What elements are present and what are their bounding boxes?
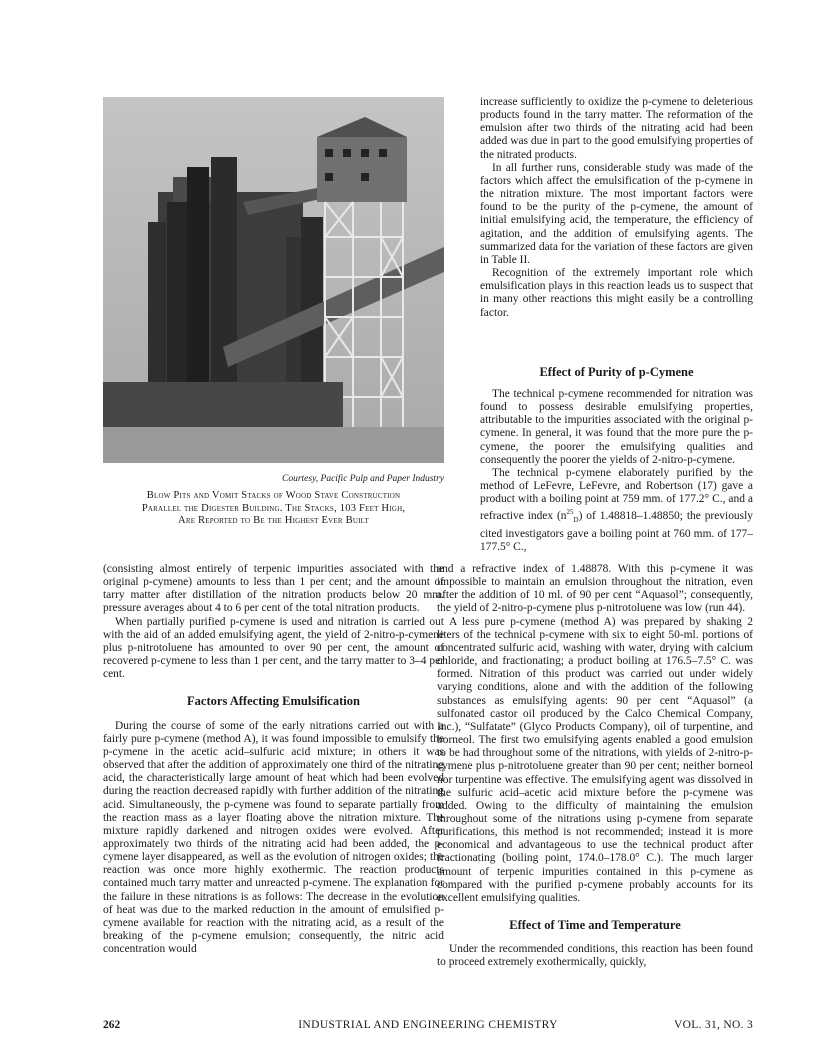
figure-caption (101, 490, 446, 528)
section-heading-time-temperature: Effect of Time and Temperature (509, 918, 681, 933)
paragraph: A less pure p-cymene (method A) was prepared by shaking 2 liters of the technical p-cymene with six to eight 50-ml. portions of concentrated sulfuric acid, washing with water, drying with calcium chloride, and fractionating; a product boiling at 176.5–7.5° C. was formed. Nitration of this product was carried out under widely varying conditions, alone and with the addition of the following substances as emulsifying agents: 90 per cent “Aquasol” (a sulfonated castor oil produced by the Calco Chemical Company, Inc.), “Sulfatate” (Glyco Products Company), oil of turpentine, and borneol. The first two emulsifying agents enabled a good emulsion to be had throughout some of the nitrations, with yields of 2-nitro-p-cymene plus p-nitrotoluene greater than 90 per cent; neither borneol nor turpentine was effective. The emulsifying agent was dissolved in the sulfuric acid–acetic acid mixture before the p-cymene was added. Owing to the difficulty of maintaining the emulsion throughout some of the nitrations using p-cymene from separate purifications, this method is not recommended; instead it is more economical and advantageous to use the technical product after fractionating (boiling point, 174.0–178.0° C.). The much larger amount of terpenic impurities contained in this p-cymene as compared with the purified p-cymene probably accounts for its excellent emulsifying qualities. (437, 615, 753, 904)
paragraph: When partially purified p-cymene is used and nitration is carried out with the aid of an added emulsifying agent, the yield of 2-nitro-p-cymene plus p-nitrotoluene has amounted to over 90 per cent, the amount of recovered p-cymene to less than 1 per cent, and the tarry matter to 3–4 per cent. (103, 615, 444, 681)
right-column-narrow (480, 388, 753, 554)
paragraph (480, 467, 753, 554)
caption-line: Are Reported to Be the Highest Ever Built (177, 515, 369, 526)
industrial-stacks-photo (103, 97, 444, 463)
paragraph: Under the recommended conditions, this reaction has been found to proceed extremely exothermically, quickly, (437, 943, 753, 969)
paragraph: increase sufficiently to oxidize the p-cymene to deleterious products found in the tarry matter. The reformation of the emulsion after two thirds of the nitrating acid had been added was due in part to the good emulsifying properties of the nitrated products. (480, 96, 753, 161)
paragraph: During the course of some of the early nitrations carried out with a fairly pure p-cymene (method A), it was found impossible to emulsify the p-cymene in the acetic acid–sulfuric acid mixture; in others it was observed that after the addition of approximately one third of the nitrating acid, the characteristically large amount of heat which had been evolved during the reaction decreased rapidly with further addition of the nitrating acid. Simultaneously, the p-cymene was found to separate partially from the reaction mass as a layer floating above the nitration mixture. The mixture rapidly darkened and nitrogen oxides were evolved. After approximately two thirds of the nitrating acid had been added, the p-cymene layer disappeared, as well as the evolution of nitrogen oxides; the reaction was once more highly exothermic. The reaction products contained much tarry matter and unreacted p-cymene. The explanation for the failure in these nitrations is as follows: The decrease in the evolution of heat was due to the marked reduction in the amount of emulsified p-cymene available for reaction with the nitrating acid, as a result of the breaking of the p-cymene emulsion; consequently, the nitric acid concentration would (103, 719, 444, 956)
volume-info: VOL. 31, NO. 3 (674, 1019, 753, 1031)
caption-line: Blow Pits and Vomit Stacks of Wood Stave Construction (146, 490, 401, 501)
photo-credit: Courtesy, Pacific Pulp and Paper Industry (281, 474, 444, 484)
journal-title: INDUSTRIAL AND ENGINEERING CHEMISTRY (298, 1019, 558, 1031)
paragraph: and a refractive index of 1.48878. With this p-cymene it was impossible to maintain an emulsion throughout the nitration, even after the addition of 10 ml. of 90 per cent “Aquasol”; consequently, the yield of 2-nitro-p-cymene plus p-nitrotoluene was low (run 44). (437, 563, 753, 615)
section-heading-purity: Effect of Purity of p-Cymene (539, 365, 694, 379)
superscript: 25 (566, 508, 574, 517)
paragraph: In all further runs, considerable study was made of the factors which affect the emulsification of the p-cymene in the nitration mixture. The most important factors were found to be the purity of the p-cymene, the amount of initial emulsifying acid, the temperature, the efficiency of agitation, and the addition of emulsifying agents. The summarized data for the variation of these factors are given in Table II. (480, 161, 753, 266)
paragraph: The technical p-cymene recommended for nitration was found to possess desirable emulsifying properties, attributable to the impurities associated with the original p-cymene. In general, it was found that the more pure the p-cymene, the poorer the emulsifying qualities and consequently the poorer the yields of 2-nitro-p-cymene. (480, 388, 753, 466)
paragraph-text: The technical p-cymene elaborately purified by the method of LeFevre, LeFevre, and Robertson (17) gave a product with a boiling point at 759 mm. of 177.2° C., and a refractive index (n (480, 466, 753, 523)
subscript: D (573, 516, 579, 525)
paragraph: Recognition of the extremely important role which emulsification plays in this reaction leads us to suspect that in many other reactions this might easily be a controlling factor. (480, 267, 753, 319)
paragraph: (consisting almost entirely of terpenic impurities associated with the original p-cymene) amounts to less than 1 per cent; and the amount of tarry matter after distillation of the nitration products below 20 mm. pressure averages about 4 to 6 per cent of the total nitration products. (103, 563, 444, 615)
right-column-top (480, 96, 753, 320)
section-heading-emulsification: Factors Affecting Emulsification (187, 694, 360, 709)
right-column-wide (437, 563, 753, 970)
paragraph-text: ) of 1.48818–1.48850; the previously cited investigators gave a boiling point at 760 mm. of 177–177.5° C., (480, 510, 753, 553)
photo-illustration (103, 97, 444, 463)
page-footer (103, 1019, 753, 1035)
caption-line: Parallel the Digester Building. The Stacks, 103 Feet High, (141, 502, 406, 514)
left-column (103, 563, 444, 956)
page-number: 262 (103, 1019, 121, 1031)
